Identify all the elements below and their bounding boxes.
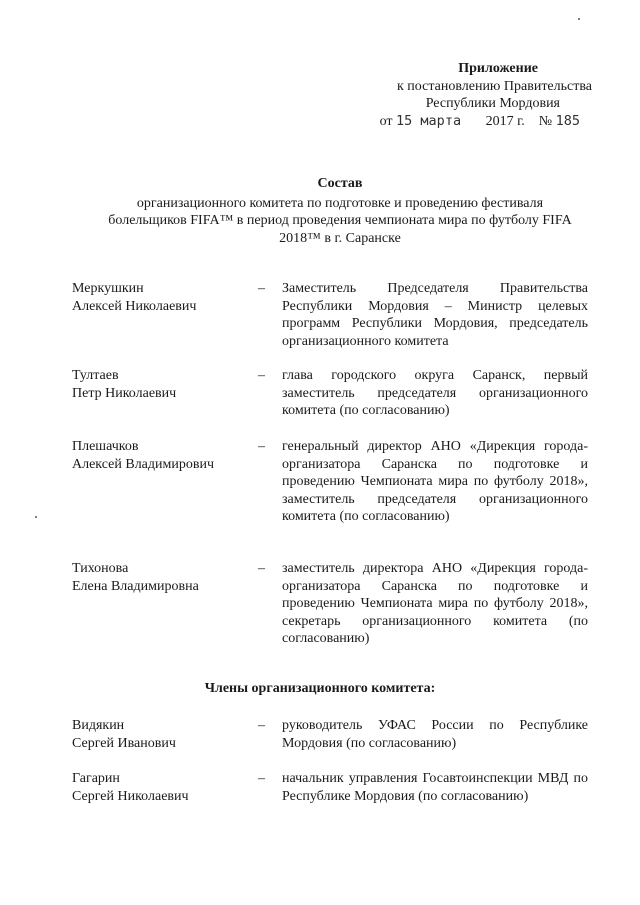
appendix-title: Приложение — [458, 61, 538, 76]
person-name — [72, 367, 252, 402]
entry-dash: – — [258, 561, 265, 576]
appendix-line-resolution: к постановлению Правительства — [396, 78, 592, 94]
person-name — [72, 438, 252, 473]
person-name — [72, 280, 252, 315]
person-given-name: Алексей Владимирович — [72, 456, 215, 472]
person-name — [72, 770, 252, 805]
appendix-header — [340, 60, 600, 130]
person-given-name: Сергей Иванович — [72, 735, 176, 751]
person-name — [72, 560, 252, 595]
person-role: генеральный директор АНО «Дирекция города-организатора Саранска по подготовке и проведению Чемпионата мира по футболу 2018», заместитель председателя организационного комитета (по согласованию) — [282, 439, 588, 524]
person-role: начальник управления Госавтоинспекции МВД по Республике Мордовия (по согласованию) — [282, 771, 588, 804]
number-sign: № — [538, 113, 553, 129]
person-surname: Тултаев — [72, 368, 119, 383]
appendix-date-line — [340, 113, 600, 131]
number-handwritten: 185 — [555, 112, 580, 129]
composition-line-1: организационного комитета по подготовке и проведению фестиваля — [136, 195, 544, 211]
person-surname: Меркушкин — [72, 281, 144, 296]
person-surname: Видякин — [72, 718, 125, 733]
composition-heading: Состав — [317, 176, 363, 191]
members-section-title: Члены организационного комитета: — [204, 681, 436, 696]
person-surname: Тихонова — [72, 561, 129, 576]
person-role: заместитель директора АНО «Дирекция города-организатора Саранска по подготовке и проведению Чемпионата мира по футболу 2018», секретарь организационного комитета (по согласованию) — [282, 561, 588, 646]
person-given-name: Сергей Николаевич — [72, 788, 189, 804]
entry-dash: – — [258, 439, 265, 454]
appendix-line-republic: Республики Мордовия — [425, 96, 560, 111]
person-given-name: Петр Николаевич — [72, 385, 177, 401]
entry-dash: – — [258, 771, 265, 786]
person-role: руководитель УФАС России по Республике Мордовия (по согласованию) — [282, 718, 588, 751]
entry-dash: – — [258, 718, 265, 733]
composition-block — [60, 175, 620, 247]
entry-dash: – — [258, 281, 265, 296]
composition-line-3: 2018™ в г. Саранске — [279, 230, 401, 246]
date-prefix: от — [379, 113, 393, 129]
person-given-name: Елена Владимировна — [72, 578, 199, 594]
person-name — [72, 717, 252, 752]
scan-speck — [578, 18, 580, 20]
entry-dash: – — [258, 368, 265, 383]
composition-line-2: болельщиков FIFA™ в период проведения чемпионата мира по футболу FIFA — [108, 213, 572, 228]
scan-speck — [35, 516, 37, 518]
date-handwritten: 15 марта — [396, 112, 462, 129]
person-surname: Гагарин — [72, 771, 120, 786]
person-role: глава городского округа Саранск, первый заместитель председателя организационного комитета (по согласованию) — [282, 368, 588, 418]
date-year: 2017 г. — [485, 113, 525, 129]
person-role: Заместитель Председателя Правительства Республики Мордовия – Министр целевых программ Республики Мордовия, председатель организационного комитета — [282, 281, 588, 349]
person-surname: Плешачков — [72, 439, 139, 454]
person-given-name: Алексей Николаевич — [72, 298, 197, 314]
